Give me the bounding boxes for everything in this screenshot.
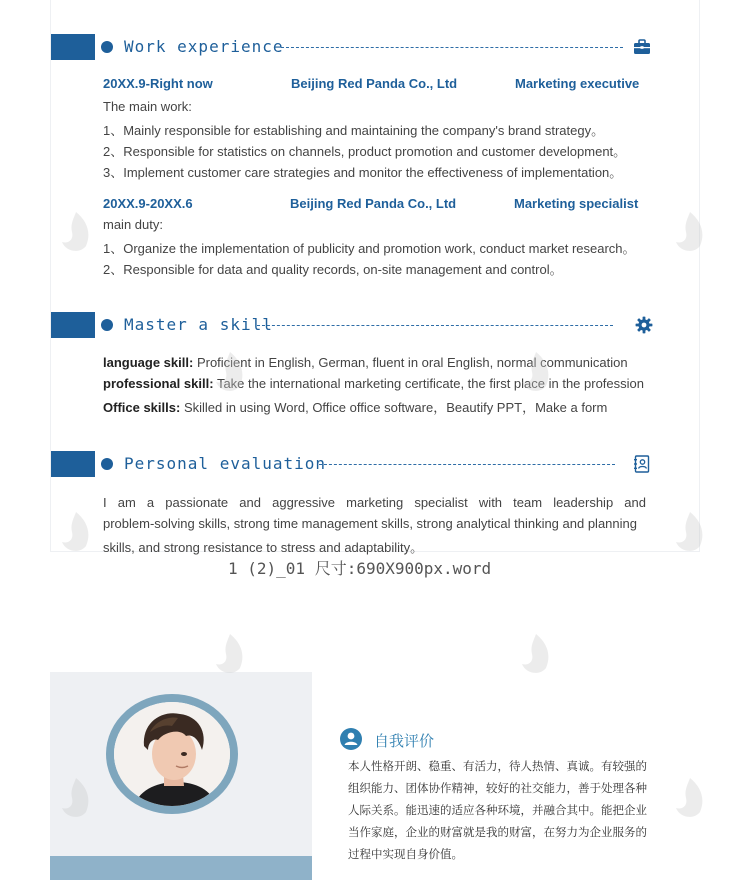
skill-row <box>103 376 644 391</box>
evaluation-line: 当作家庭，企业的财富就是我的财富，在努力为企业服务的 <box>348 825 647 839</box>
evaluation-line: 过程中实现自身价值。 <box>348 847 463 861</box>
contact-book-icon <box>633 455 651 473</box>
avatar <box>114 702 230 806</box>
watermark-logo <box>516 350 556 394</box>
watermark-logo <box>56 510 96 554</box>
job-duty: 3、Implement customer care strategies and monitor the effectiveness of implementation。 <box>103 165 623 180</box>
watermark-logo <box>670 776 710 820</box>
section-dot <box>101 41 113 53</box>
resume-page <box>50 0 700 555</box>
skill-label: professional skill: <box>103 376 214 391</box>
color-strip <box>50 856 312 880</box>
job-position: Marketing specialist <box>514 196 639 211</box>
evaluation-line: 人际关系。能迅速的适应各种环境，并融合其中。能把企业 <box>348 803 647 817</box>
evaluation-panel <box>312 672 700 880</box>
section-title: Master a skill <box>124 315 273 334</box>
watermark-logo <box>210 350 250 394</box>
job-position: Marketing executive <box>515 76 640 91</box>
evaluation-line: 组织能力、团体协作精神，较好的社交能力，善于处理各种 <box>348 781 647 795</box>
watermark-logo <box>670 510 710 554</box>
job-company: Beijing Red Panda Co., Ltd <box>291 76 458 91</box>
job-duty: 1、Mainly responsible for establishing and maintaining the company's brand strategy。 <box>103 123 605 138</box>
skill-text: Take the international marketing certificate, the first place in the profession <box>216 376 644 391</box>
skill-label: language skill: <box>103 355 194 370</box>
evaluation-line: problem-solving skills, strong time management skills, strong analytical thinking and planning <box>103 516 637 531</box>
evaluation-title: 自我评价 <box>374 732 435 750</box>
section-divider <box>281 47 623 48</box>
job-heading: The main work: <box>103 99 192 114</box>
watermark-logo <box>56 210 96 254</box>
watermark-logo <box>56 776 96 820</box>
skill-row <box>103 397 607 416</box>
watermark-logo <box>670 210 710 254</box>
job-period: 20XX.9-Right now <box>103 76 213 91</box>
briefcase-icon <box>633 38 651 56</box>
job-heading: main duty: <box>103 217 163 232</box>
evaluation-section-header <box>51 451 701 477</box>
evaluation-line: 本人性格开朗、稳重、有活力，待人热情、真诚。有较强的 <box>348 759 647 773</box>
skill-label: Office skills: <box>103 400 181 415</box>
section-divider <box>257 325 613 326</box>
watermark-logo <box>516 632 556 676</box>
job-duty: 2、Responsible for data and quality records, on-site management and control。 <box>103 262 563 277</box>
skills-section-header <box>51 312 701 338</box>
evaluation-line: skills, and strong resistance to stress and adaptability。 <box>103 540 424 555</box>
evaluation-line: I am a passionate and aggressive marketing specialist with team leadership and <box>103 495 646 510</box>
job-duty: 1、Organize the implementation of publicity and promotion work, conduct market research。 <box>103 241 636 256</box>
avatar-illustration <box>114 702 230 806</box>
job-row <box>103 76 643 94</box>
section-tab <box>51 34 95 60</box>
section-tab <box>51 312 95 338</box>
job-company: Beijing Red Panda Co., Ltd <box>290 196 457 211</box>
avatar-ring <box>106 694 238 814</box>
section-tab <box>51 451 95 477</box>
section-title: Work experience <box>124 37 284 56</box>
person-icon <box>340 728 362 750</box>
section-title: Personal evaluation <box>124 454 327 473</box>
job-row <box>103 196 643 214</box>
section-dot <box>101 319 113 331</box>
job-duty: 2、Responsible for statistics on channels, product promotion and customer development。 <box>103 144 627 159</box>
section-dot <box>101 458 113 470</box>
job-period: 20XX.9-20XX.6 <box>103 196 193 211</box>
watermark-logo <box>210 632 250 676</box>
skill-text: Proficient in English, German, fluent in oral English, normal communication <box>196 355 628 370</box>
resume-preview <box>50 672 700 880</box>
work-section-header <box>51 34 701 60</box>
section-divider <box>319 464 615 465</box>
gear-icon <box>635 316 653 334</box>
image-caption: 1 (2)_01 尺寸:690X900px.word <box>228 559 492 578</box>
skill-text: Skilled in using Word, Office office software，Beautify PPT，Make a form <box>183 400 608 415</box>
